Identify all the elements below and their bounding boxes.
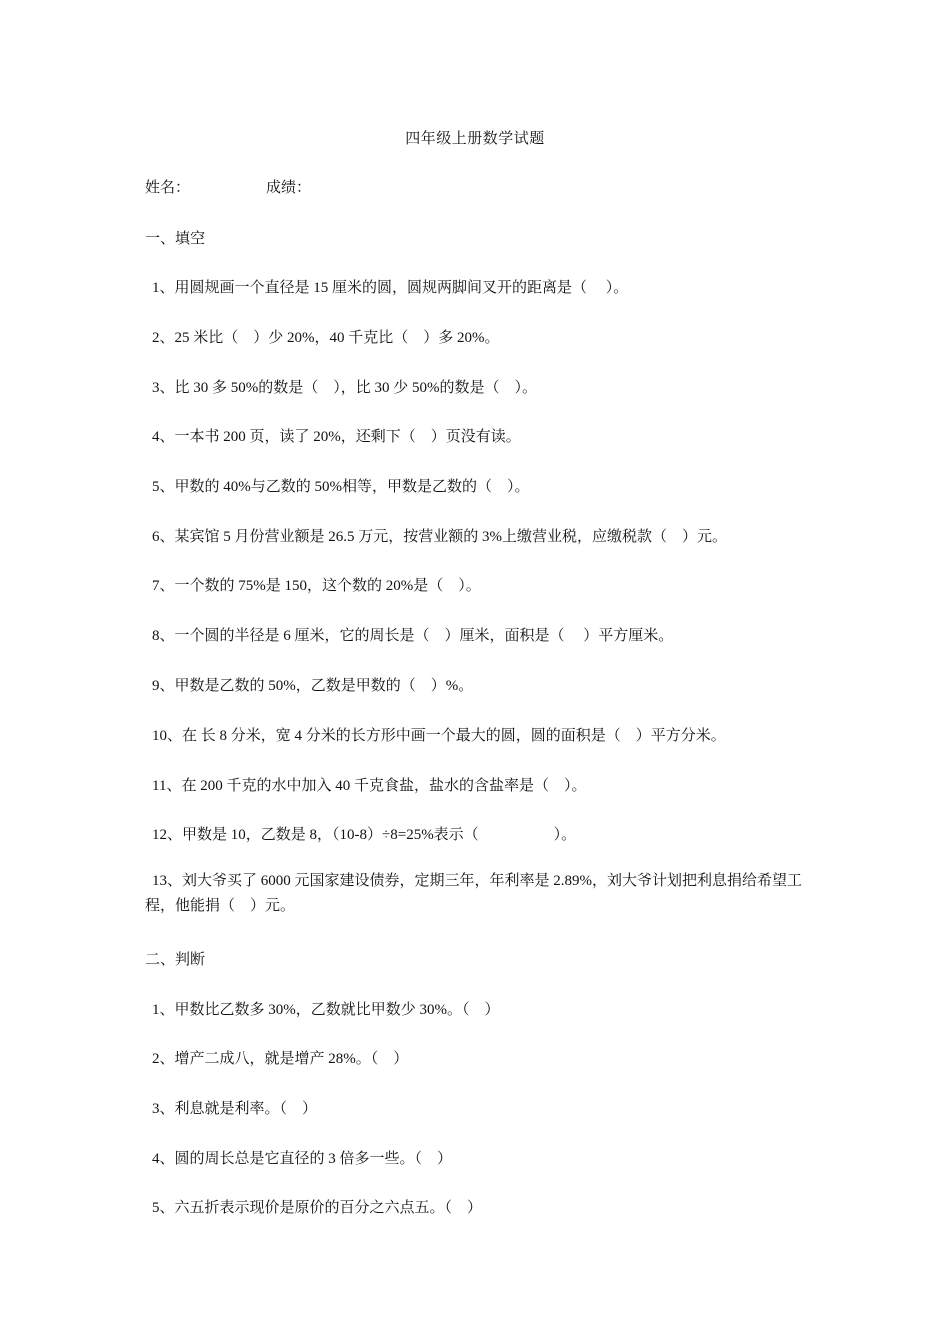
question-item: 8、一个圆的半径是 6 厘米，它的周长是（ ）厘米，面积是（ ）平方厘米。 <box>152 628 674 644</box>
question-item: 4、圆的周长总是它直径的 3 倍多一些。（ ） <box>152 1151 453 1167</box>
question-item: 3、利息就是利率。（ ） <box>152 1101 318 1117</box>
question-item: 12、甲数是 10，乙数是 8，（10-8）÷8=25%表示（ ）。 <box>152 827 577 843</box>
section-heading-fill-blank: 一、填空 <box>145 231 206 247</box>
question-item: 6、某宾馆 5 月份营业额是 26.5 万元，按营业额的 3%上缴营业税，应缴税款（ ）元。 <box>152 529 727 545</box>
name-label: 姓名： <box>145 180 191 196</box>
question-item: 11、在 200 千克的水中加入 40 千克食盐，盐水的含盐率是（ ）。 <box>152 778 587 794</box>
question-item: 2、25 米比（ ）少 20%，40 千克比（ ）多 20%。 <box>152 330 500 346</box>
document-title: 四年级上册数学试题 <box>405 131 545 147</box>
question-item: 1、甲数比乙数多 30%，乙数就比甲数少 30%。（ ） <box>152 1002 500 1018</box>
question-item: 7、一个数的 75%是 150，这个数的 20%是（ ）。 <box>152 578 481 594</box>
question-item: 2、增产二成八，就是增产 28%。（ ） <box>152 1051 409 1067</box>
question-item: 5、甲数的 40%与乙数的 50%相等，甲数是乙数的（ ）。 <box>152 479 530 495</box>
question-item: 9、甲数是乙数的 50%，乙数是甲数的（ ）%。 <box>152 678 474 694</box>
question-item: 10、在 长 8 分米，宽 4 分米的长方形中画一个最大的圆，圆的面积是（ ）平方分米。 <box>152 728 726 744</box>
question-item: 13、刘大爷买了 6000 元国家建设债券，定期三年，年利率是 2.89%，刘大爷计划把利息捐给希望工程，他能捐（ ）元。 <box>145 873 802 914</box>
score-label: 成绩： <box>266 180 312 196</box>
student-info-row <box>145 176 311 197</box>
question-item: 5、六五折表示现价是原价的百分之六点五。（ ） <box>152 1200 483 1216</box>
question-item: 3、比 30 多 50%的数是（ ），比 30 少 50%的数是（ ）。 <box>152 380 537 396</box>
question-item: 4、一本书 200 页，读了 20%，还剩下（ ）页没有读。 <box>152 429 521 445</box>
section-heading-true-false: 二、判断 <box>145 952 206 968</box>
question-item: 1、用圆规画一个直径是 15 厘米的圆，圆规两脚间叉开的距离是（ ）。 <box>152 280 629 296</box>
